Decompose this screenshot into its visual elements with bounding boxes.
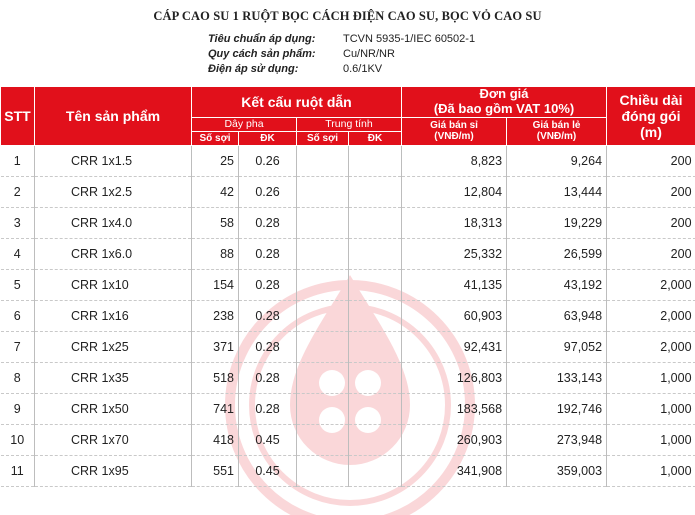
spec-label: Điện áp sử dụng: <box>208 62 343 77</box>
cell-dk: 0.45 <box>239 424 297 455</box>
cell-tt-soi <box>297 176 349 207</box>
cell-length: 1,000 <box>607 424 695 455</box>
cell-so-soi: 518 <box>192 362 239 393</box>
cell-tt-dk <box>349 176 402 207</box>
cell-tt-dk <box>349 238 402 269</box>
header-retail-line2: (VNĐ/m) <box>507 131 606 143</box>
header-dk: ĐK <box>239 131 297 145</box>
cell-so-soi: 418 <box>192 424 239 455</box>
cell-stt: 4 <box>1 238 35 269</box>
cell-name: CRR 1x35 <box>35 362 192 393</box>
spec-value: Cu/NR/NR <box>343 47 395 62</box>
cell-dk: 0.28 <box>239 269 297 300</box>
cell-so-soi: 551 <box>192 455 239 486</box>
cell-tt-soi <box>297 393 349 424</box>
cell-dk: 0.28 <box>239 362 297 393</box>
cell-stt: 1 <box>1 145 35 176</box>
cell-tt-dk <box>349 362 402 393</box>
cell-stt: 3 <box>1 207 35 238</box>
header-stt: STT <box>1 87 35 146</box>
cell-tt-soi <box>297 145 349 176</box>
cell-dk: 0.26 <box>239 176 297 207</box>
header-wholesale-line2: (VNĐ/m) <box>402 131 506 143</box>
header-wholesale-line1: Giá bán sỉ <box>402 120 506 132</box>
cell-dk: 0.28 <box>239 238 297 269</box>
header-length <box>607 87 695 146</box>
cell-name: CRR 1x2.5 <box>35 176 192 207</box>
cell-tt-soi <box>297 207 349 238</box>
cell-tt-dk <box>349 300 402 331</box>
cell-wholesale: 126,803 <box>402 362 507 393</box>
header-price-line1: Đơn giá <box>402 87 606 102</box>
cell-length: 1,000 <box>607 362 695 393</box>
table-row <box>1 176 695 207</box>
cell-name: CRR 1x10 <box>35 269 192 300</box>
cell-so-soi: 25 <box>192 145 239 176</box>
spec-value: TCVN 5935-1/IEC 60502-1 <box>343 32 475 47</box>
cell-dk: 0.28 <box>239 393 297 424</box>
cell-stt: 7 <box>1 331 35 362</box>
cell-name: CRR 1x50 <box>35 393 192 424</box>
cell-retail: 13,444 <box>507 176 607 207</box>
cell-stt: 5 <box>1 269 35 300</box>
cell-tt-soi <box>297 269 349 300</box>
cell-wholesale: 25,332 <box>402 238 507 269</box>
cell-length: 200 <box>607 176 695 207</box>
spec-label: Tiêu chuẩn áp dụng: <box>208 32 343 47</box>
table-row <box>1 269 695 300</box>
cell-tt-dk <box>349 145 402 176</box>
cell-retail: 26,599 <box>507 238 607 269</box>
cell-wholesale: 8,823 <box>402 145 507 176</box>
cell-stt: 10 <box>1 424 35 455</box>
cell-wholesale: 12,804 <box>402 176 507 207</box>
cell-stt: 11 <box>1 455 35 486</box>
table-row <box>1 238 695 269</box>
cell-wholesale: 183,568 <box>402 393 507 424</box>
table-row <box>1 145 695 176</box>
cell-so-soi: 88 <box>192 238 239 269</box>
cell-tt-soi <box>297 455 349 486</box>
cell-tt-dk <box>349 455 402 486</box>
header-length-line2: đóng gói <box>607 108 695 124</box>
cell-retail: 9,264 <box>507 145 607 176</box>
cell-so-soi: 741 <box>192 393 239 424</box>
cell-retail: 192,746 <box>507 393 607 424</box>
header-so-soi: Số sợi <box>192 131 239 145</box>
cell-dk: 0.28 <box>239 207 297 238</box>
cell-so-soi: 371 <box>192 331 239 362</box>
cell-retail: 19,229 <box>507 207 607 238</box>
cell-retail: 359,003 <box>507 455 607 486</box>
cell-wholesale: 60,903 <box>402 300 507 331</box>
cell-stt: 9 <box>1 393 35 424</box>
cell-length: 200 <box>607 238 695 269</box>
cell-retail: 43,192 <box>507 269 607 300</box>
spec-row-voltage <box>208 62 475 77</box>
cell-name: CRR 1x16 <box>35 300 192 331</box>
header-length-line3: (m) <box>607 124 695 140</box>
cell-tt-dk <box>349 331 402 362</box>
table-row <box>1 300 695 331</box>
header-day-pha: Dây pha <box>192 117 297 131</box>
cell-tt-dk <box>349 269 402 300</box>
cell-dk: 0.28 <box>239 300 297 331</box>
cell-tt-soi <box>297 300 349 331</box>
cell-tt-dk <box>349 207 402 238</box>
spec-value: 0.6/1KV <box>343 62 382 77</box>
cell-name: CRR 1x95 <box>35 455 192 486</box>
cell-tt-soi <box>297 331 349 362</box>
table-row <box>1 331 695 362</box>
cell-so-soi: 58 <box>192 207 239 238</box>
cell-length: 1,000 <box>607 455 695 486</box>
cell-dk: 0.28 <box>239 331 297 362</box>
cell-so-soi: 238 <box>192 300 239 331</box>
header-length-line1: Chiều dài <box>607 92 695 108</box>
header-retail-line1: Giá bán lẻ <box>507 120 606 132</box>
cell-length: 2,000 <box>607 269 695 300</box>
cell-tt-dk <box>349 424 402 455</box>
cell-so-soi: 42 <box>192 176 239 207</box>
cell-so-soi: 154 <box>192 269 239 300</box>
cell-tt-soi <box>297 424 349 455</box>
header-trung-tinh: Trung tính <box>297 117 402 131</box>
cell-wholesale: 260,903 <box>402 424 507 455</box>
header-so-soi-2: Số sợi <box>297 131 349 145</box>
cell-name: CRR 1x4.0 <box>35 207 192 238</box>
cell-tt-dk <box>349 393 402 424</box>
price-table <box>0 86 695 487</box>
spec-block <box>208 32 475 77</box>
table-row <box>1 424 695 455</box>
cell-tt-soi <box>297 362 349 393</box>
spec-row-spec <box>208 47 475 62</box>
cell-wholesale: 341,908 <box>402 455 507 486</box>
header-dk-2: ĐK <box>349 131 402 145</box>
header-price <box>402 87 607 118</box>
cell-name: CRR 1x1.5 <box>35 145 192 176</box>
cell-name: CRR 1x6.0 <box>35 238 192 269</box>
table-row <box>1 207 695 238</box>
spec-label: Quy cách sản phẩm: <box>208 47 343 62</box>
cell-wholesale: 92,431 <box>402 331 507 362</box>
table-row <box>1 362 695 393</box>
cell-retail: 273,948 <box>507 424 607 455</box>
document-title: CÁP CAO SU 1 RUỘT BỌC CÁCH ĐIỆN CAO SU, BỌC VỎ CAO SU <box>0 9 695 24</box>
cell-length: 1,000 <box>607 393 695 424</box>
table-row <box>1 455 695 486</box>
cell-stt: 2 <box>1 176 35 207</box>
cell-stt: 8 <box>1 362 35 393</box>
header-structure: Kết cấu ruột dẫn <box>192 87 402 118</box>
cell-retail: 97,052 <box>507 331 607 362</box>
cell-length: 2,000 <box>607 300 695 331</box>
spec-row-standard <box>208 32 475 47</box>
cell-wholesale: 18,313 <box>402 207 507 238</box>
cell-length: 2,000 <box>607 331 695 362</box>
cell-length: 200 <box>607 145 695 176</box>
cell-wholesale: 41,135 <box>402 269 507 300</box>
cell-length: 200 <box>607 207 695 238</box>
cell-dk: 0.45 <box>239 455 297 486</box>
header-price-line2: (Đã bao gồm VAT 10%) <box>402 102 606 117</box>
cell-name: CRR 1x70 <box>35 424 192 455</box>
cell-retail: 63,948 <box>507 300 607 331</box>
header-retail <box>507 117 607 145</box>
cell-retail: 133,143 <box>507 362 607 393</box>
cell-dk: 0.26 <box>239 145 297 176</box>
table-row <box>1 393 695 424</box>
header-product-name: Tên sản phẩm <box>35 87 192 146</box>
cell-tt-soi <box>297 238 349 269</box>
cell-stt: 6 <box>1 300 35 331</box>
cell-name: CRR 1x25 <box>35 331 192 362</box>
header-wholesale <box>402 117 507 145</box>
